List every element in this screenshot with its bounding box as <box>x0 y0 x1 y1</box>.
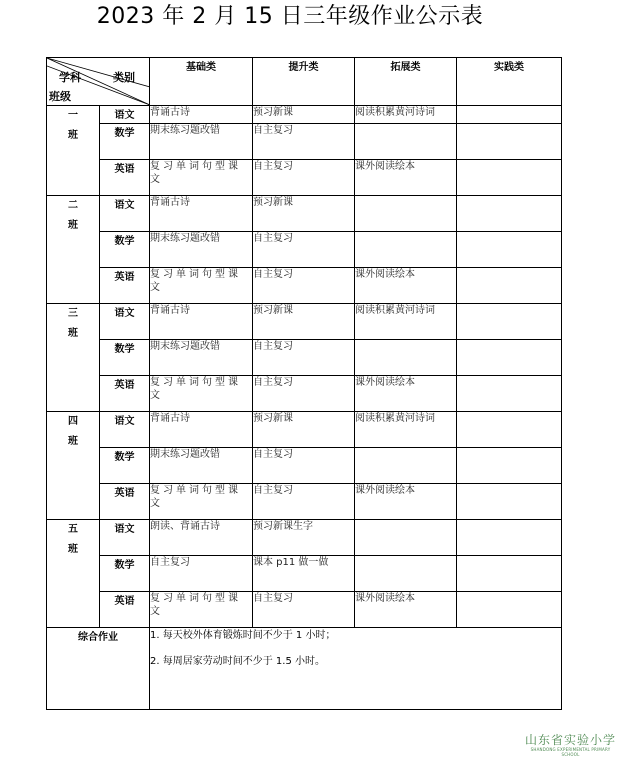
homework-cell-basic: 背诵古诗 <box>150 196 253 232</box>
homework-cell-advance: 自主复习 <box>253 232 355 268</box>
column-header-basic: 基础类 <box>150 58 253 106</box>
homework-cell-basic: 复习单词句型课文 <box>150 484 253 520</box>
subject-cell: 数学 <box>100 556 150 592</box>
table-row <box>47 592 562 628</box>
homework-cell-advance: 自主复习 <box>253 448 355 484</box>
homework-cell-extend <box>355 124 457 160</box>
homework-cell-advance: 自主复习 <box>253 592 355 628</box>
homework-cell-extend: 课外阅读绘本 <box>355 592 457 628</box>
class-name-cell <box>47 412 100 520</box>
homework-cell-basic: 朗读、背诵古诗 <box>150 520 253 556</box>
class-name: 四班 <box>68 416 78 447</box>
table-row <box>47 340 562 376</box>
homework-cell-extend: 课外阅读绘本 <box>355 484 457 520</box>
homework-cell-basic: 复习单词句型课文 <box>150 376 253 412</box>
subject-cell: 数学 <box>100 124 150 160</box>
homework-cell-advance: 预习新课 <box>253 304 355 340</box>
subject-cell: 语文 <box>100 196 150 232</box>
homework-cell-practice <box>457 556 562 592</box>
combined-item: 1. 每天校外体育锻炼时间不少于 1 小时； <box>150 630 336 641</box>
class-name-cell <box>47 304 100 412</box>
subject-cell: 英语 <box>100 376 150 412</box>
header-row <box>47 58 562 106</box>
combined-label: 综合作业 <box>47 628 150 710</box>
homework-cell-basic: 复习单词句型课文 <box>150 160 253 196</box>
homework-cell-advance: 自主复习 <box>253 160 355 196</box>
combined-row <box>47 628 562 710</box>
table-row <box>47 124 562 160</box>
table-row <box>47 484 562 520</box>
homework-cell-extend <box>355 340 457 376</box>
class-name: 二班 <box>68 200 78 231</box>
homework-cell-advance: 预习新课 <box>253 106 355 124</box>
homework-cell-practice <box>457 592 562 628</box>
homework-cell-practice <box>457 376 562 412</box>
column-header-practice: 实践类 <box>457 58 562 106</box>
column-header-advance: 提升类 <box>253 58 355 106</box>
class-name: 五班 <box>68 524 78 555</box>
homework-cell-basic: 期末练习题改错 <box>150 124 253 160</box>
school-logo <box>523 733 618 757</box>
subject-cell: 数学 <box>100 340 150 376</box>
homework-cell-advance: 课本 p11 做一做 <box>253 556 355 592</box>
table-row <box>47 448 562 484</box>
table-row <box>47 376 562 412</box>
school-name-en: SHANDONG EXPERIMENTAL PRIMARY SCHOOL <box>530 747 611 757</box>
homework-cell-basic: 背诵古诗 <box>150 106 253 124</box>
homework-cell-advance: 自主复习 <box>253 376 355 412</box>
subject-cell: 语文 <box>100 106 150 124</box>
homework-cell-extend <box>355 196 457 232</box>
class-name-cell <box>47 196 100 304</box>
diagonal-header-cell <box>47 58 150 106</box>
homework-cell-extend <box>355 232 457 268</box>
homework-cell-practice <box>457 520 562 556</box>
homework-cell-practice <box>457 340 562 376</box>
combined-content <box>150 628 562 710</box>
class-name-cell <box>47 106 100 196</box>
table-row <box>47 412 562 448</box>
table-row <box>47 268 562 304</box>
homework-cell-extend: 阅读积累黄河诗词 <box>355 304 457 340</box>
subject-cell: 语文 <box>100 520 150 556</box>
homework-cell-practice <box>457 160 562 196</box>
subject-cell: 语文 <box>100 304 150 340</box>
homework-cell-basic: 复习单词句型课文 <box>150 268 253 304</box>
subject-cell: 英语 <box>100 160 150 196</box>
homework-table <box>46 57 562 710</box>
homework-cell-advance: 自主复习 <box>253 268 355 304</box>
homework-cell-advance: 自主复习 <box>253 340 355 376</box>
homework-cell-extend: 阅读积累黄河诗词 <box>355 106 457 124</box>
subject-cell: 数学 <box>100 232 150 268</box>
table-row <box>47 304 562 340</box>
homework-cell-extend: 课外阅读绘本 <box>355 268 457 304</box>
homework-cell-advance: 预习新课 <box>253 412 355 448</box>
subject-label: 学科 <box>59 71 81 84</box>
table-row <box>47 556 562 592</box>
homework-cell-practice <box>457 106 562 124</box>
table-row <box>47 196 562 232</box>
homework-cell-extend: 课外阅读绘本 <box>355 376 457 412</box>
table-row <box>47 106 562 124</box>
homework-cell-basic: 背诵古诗 <box>150 412 253 448</box>
homework-cell-practice <box>457 484 562 520</box>
table-row <box>47 232 562 268</box>
homework-cell-basic: 期末练习题改错 <box>150 448 253 484</box>
homework-cell-practice <box>457 412 562 448</box>
homework-cell-advance: 自主复习 <box>253 484 355 520</box>
homework-cell-practice <box>457 448 562 484</box>
homework-cell-practice <box>457 268 562 304</box>
page-title: 2023 年 2 月 15 日三年级作业公示表 <box>96 4 484 29</box>
homework-cell-practice <box>457 124 562 160</box>
homework-cell-basic: 期末练习题改错 <box>150 232 253 268</box>
homework-cell-extend: 课外阅读绘本 <box>355 160 457 196</box>
subject-cell: 英语 <box>100 484 150 520</box>
subject-cell: 英语 <box>100 268 150 304</box>
homework-cell-practice <box>457 304 562 340</box>
homework-cell-practice <box>457 232 562 268</box>
homework-cell-practice <box>457 196 562 232</box>
subject-cell: 英语 <box>100 592 150 628</box>
school-name-cn: 山东省实验小学 <box>524 733 616 747</box>
homework-cell-basic: 复习单词句型课文 <box>150 592 253 628</box>
combined-item: 2. 每周居家劳动时间不少于 1.5 小时。 <box>150 656 325 667</box>
class-label: 班级 <box>49 90 71 103</box>
homework-cell-basic: 背诵古诗 <box>150 304 253 340</box>
homework-cell-advance: 预习新课 <box>253 196 355 232</box>
homework-cell-basic: 自主复习 <box>150 556 253 592</box>
column-header-extend: 拓展类 <box>355 58 457 106</box>
homework-cell-advance: 自主复习 <box>253 124 355 160</box>
homework-cell-extend <box>355 448 457 484</box>
homework-cell-extend <box>355 520 457 556</box>
subject-cell: 数学 <box>100 448 150 484</box>
subject-cell: 语文 <box>100 412 150 448</box>
table-row <box>47 520 562 556</box>
class-name: 三班 <box>68 308 78 339</box>
class-name-cell <box>47 520 100 628</box>
homework-cell-basic: 期末练习题改错 <box>150 340 253 376</box>
homework-cell-extend: 阅读积累黄河诗词 <box>355 412 457 448</box>
category-label: 类别 <box>113 71 135 84</box>
class-name: 一班 <box>68 110 78 141</box>
table-row <box>47 160 562 196</box>
homework-cell-extend <box>355 556 457 592</box>
homework-cell-advance: 预习新课生字 <box>253 520 355 556</box>
